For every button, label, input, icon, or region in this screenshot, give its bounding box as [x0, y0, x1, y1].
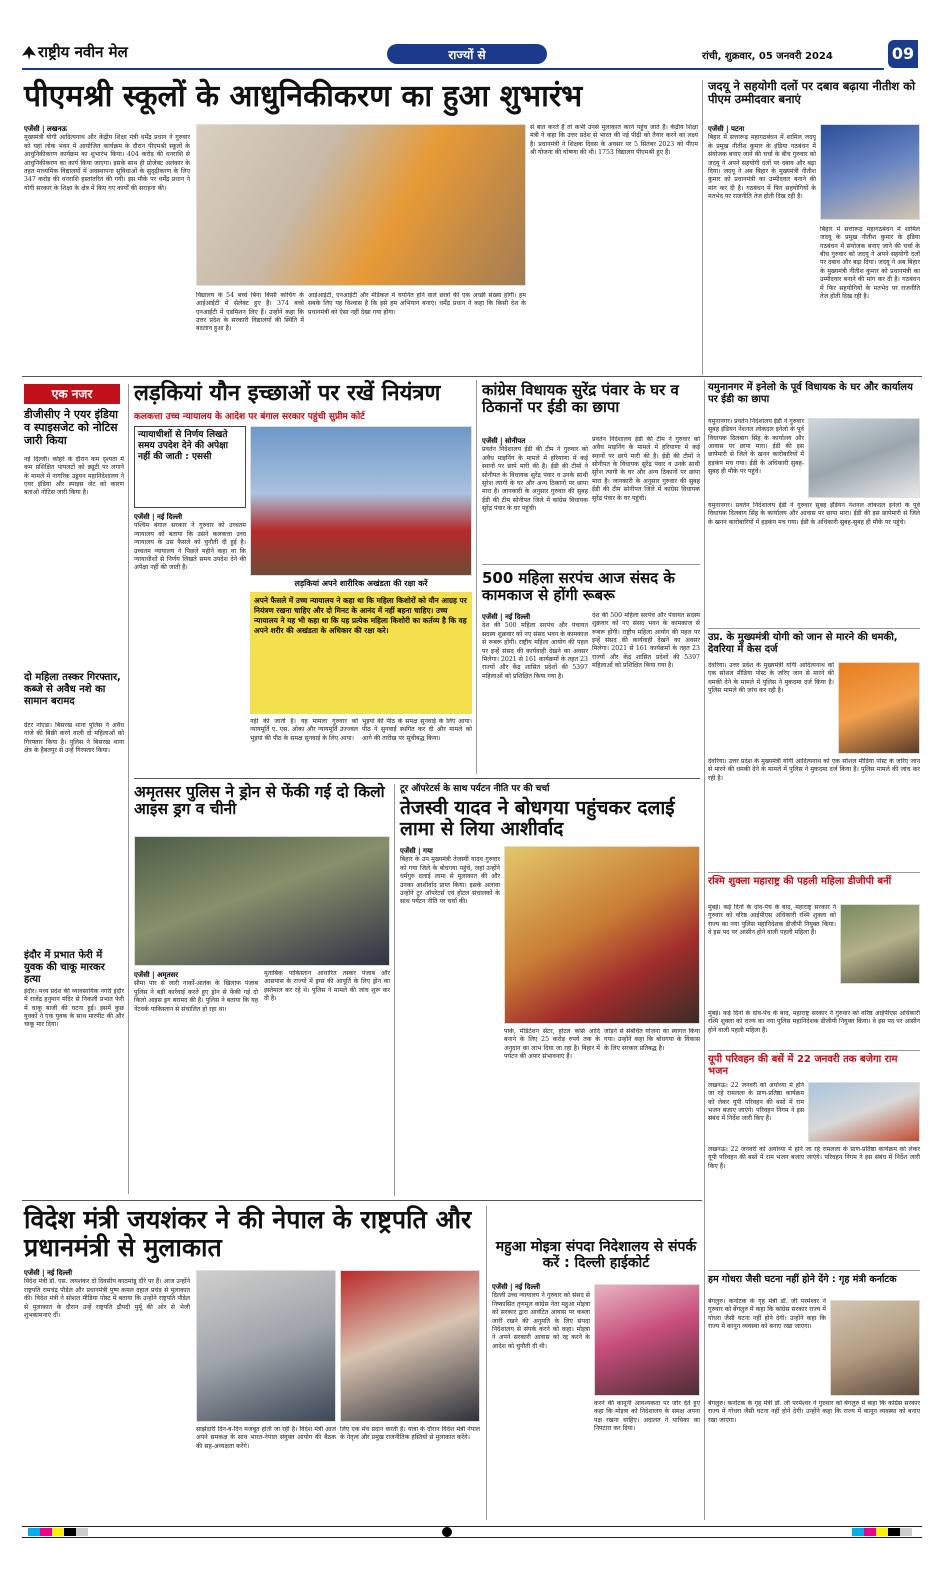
sarpanch-body [482, 612, 588, 772]
right-rule-1 [708, 628, 920, 629]
right-story1-photo [808, 418, 920, 498]
mahua-headline: महुआ मोइत्रा संपदा निदेशालय से संपर्क करें : दिल्ली हाईकोर्ट [495, 1239, 697, 1271]
jdu-body [708, 124, 816, 370]
dateline: रांची, शुक्रवार, 05 जनवरी 2024 [702, 51, 833, 62]
mahua-body-text: दिल्ली उच्च न्यायालय ने गुरुवार को संसद से निष्कासित तृणमूल कांग्रेस नेता महुआ मोइत्रा को सरकार द्वारा आवंटित आवास पर कब्जा जारी रखने की अनुमति के लिए संपदा निदेशालय से संपर्क करने को कहा। मोइत्रा ने अपने सरकारी आवास को रद्द करने के आदेश को चुनौती दी थी। [492, 1292, 590, 1350]
right-story1-body2: यमुनानगर। प्रवर्तन निदेशालय ईडी ने गुरुवार सुबह इंडियन नेशनल लोकदल इनेलो के पूर्व विधायक दिलबाग सिंह के कार्यालय और आवास पर छापा मारा। ईडी की इस छापेमारी से जिले के खनन कारोबारियों में हड़कंप मच गया। ईडी के अधिकारी सुबह-सुबह ही मौके पर पहुंचे। [708, 502, 920, 526]
jaishankar-headline: विदेश मंत्री जयशंकर ने की नेपाल के राष्ट्रपति और प्रधानमंत्री से मुलाकात [24, 1205, 472, 1262]
tejashwi-byline: एजेंसी | गया [400, 846, 433, 855]
tejashwi-divider [394, 784, 395, 1196]
paper-name: राष्ट्रीय नवीन मेल [38, 43, 128, 61]
jdu-body-col2: बिहार में सत्तारूढ़ महागठबंधन में शामिल जदयू के प्रमुख नीतीश कुमार के इंडिया गठबंधन में संयोजक बनाए जाने की चर्चा के बीच गुरुवार को जदयू ने अपने सहयोगी दलों पर दबाव और बढ़ा दिया। जदयू ने अब बिहार के मुख्यमंत्री नीतीश कुमार को प्रधानमंत्री का उम्मीदवार बनाने की मांग कर दी है। गठबंधन में फिर सहयोगियों के मतभेद पर राजनीति तेज होती दिख रही है। [820, 226, 920, 300]
sc-byline: एजेंसी | नई दिल्ली [134, 512, 183, 521]
sc-photo [250, 426, 472, 576]
amritsar-byline: एजेंसी | अमृतसर [134, 970, 179, 979]
jaishankar-photo-2 [340, 1270, 480, 1422]
registration-mark-right [852, 1528, 912, 1536]
section-badge [387, 44, 547, 64]
right-story5-body: बेंगलुरु। कर्नाटक के गृह मंत्री डॉ. जी परमेश्वर ने गुरुवार को बेंगलुरु में कहा कि कांग्रेस सरकार राज्य में गोधरा जैसी घटना नहीं होने देगी। उन्होंने कहा कि राज्य में कानून व्यवस्था को बनाए रखा जाएगा। [708, 1298, 826, 1331]
right-story1-body: यमुनानगर। प्रवर्तन निदेशालय ईडी ने गुरुवार सुबह इंडियन नेशनल लोकदल इनेलो के पूर्व विधायक दिलबाग सिंह के कार्यालय और आवास पर छापा मारा। ईडी की इस छापेमारी से जिले के खनन कारोबारियों में हड़कंप मच गया। ईडी के अधिकारी सुबह-सुबह ही मौके पर पहुंचे। [708, 418, 804, 476]
top-story-col1 [24, 124, 190, 364]
right-story3-body2: मुंबई। कई दिनों के दांव-पेंच के बाद, महाराष्ट्र सरकार ने गुरुवार को वरिष्ठ आईपीएस अधिकारी रश्मि शुक्ला को राज्य का नया पुलिस महानिदेशक डीजीपी नियुक्त किया। वे इस पद पर आसीन होने वाली पहली महिला हैं। [708, 1010, 920, 1034]
mahua-byline: एजेंसी | नई दिल्ली [492, 1282, 541, 1291]
amritsar-headline: अमृतसर पुलिस ने ड्रोन से फेंकी गई दो किलो आइस ड्रग व चीनी [134, 783, 385, 819]
right-story5-photo [830, 1300, 920, 1396]
masthead [22, 40, 922, 72]
tejashwi-body [400, 846, 500, 1196]
right-column-divider [704, 380, 705, 1520]
ek-nazar-item1-body: नई दिल्ली। कोहरे के दौरान कम दृश्यता में कम प्रशिक्षित पायलटों को ड्यूटी पर लगाने के मामले में नागरिक उड्डयन महानिदेशालय ने एयर इंडिया और स्पाइस जेट को कारण बताओ नोटिस जारी किया है। [24, 456, 124, 497]
registration-mark-center [442, 1527, 452, 1537]
tejashwi-photo [504, 846, 700, 1024]
right-rule-4 [708, 1270, 920, 1271]
ek-nazar-label: एक नजर [51, 387, 93, 401]
footer-color-strip [22, 1526, 922, 1538]
jdu-body-text: बिहार में सत्तारूढ़ महागठबंधन में शामिल जदयू के प्रमुख नीतीश कुमार के इंडिया गठबंधन में संयोजक बनाए जाने की चर्चा के बीच गुरुवार को जदयू ने अपने सहयोगी दलों पर दबाव और बढ़ा दिया। जदयू ने अब बिहार के मुख्यमंत्री नीतीश कुमार को प्रधानमंत्री का उम्मीदवार बनाने की मांग कर दी है। गठबंधन में फिर सहयोगियों के मतभेद पर राजनीति तेज होती दिख रही है। [708, 134, 816, 200]
ed-byline: एजेंसी | सोनीपत [482, 436, 526, 445]
amritsar-body-text: सीमा पार से जारी नार्को-आतंक के खिलाफ पंजाब पुलिस ने बड़ी कार्रवाई करते हुए ड्रोन से फेंकी गई दो किलो आइस ड्रग बरामद की है। पुलिस ने बताया कि यह नेटवर्क पाकिस्तान से संचालित हो रहा था। [134, 980, 258, 1013]
sc-pull-quote-box [134, 426, 246, 508]
section-label: राज्यों से [448, 48, 486, 62]
ek-nazar-item1-title: डीजीसीए ने एयर इंडिया व स्पाइसजेट को नोटिस जारी किया [24, 408, 119, 448]
sc-body2: नहीं की जाती है। यह मामला गुरुवार को न्यायमूर्ति ए. एस. ओका और न्यायमूर्ति उज्ज्वल भुइयां की पीठ के समक्ष सुनवाई के लिए आया। [250, 718, 358, 742]
ek-nazar-item3-title: इंदौर में प्रभात फेरी में युवक की चाकू मारकर हत्या [24, 950, 105, 985]
amritsar-photo [134, 836, 390, 966]
jdu-photo [820, 124, 920, 220]
ed-body-col2: प्रवर्तन निदेशालय ईडी की टीम ने गुरुवार को अवैध माइनिंग के मामले में हरियाणा में कई स्थानों पर छापे मारी की है। ईडी की टीमों ने सोनीपत के विधायक सुरेंद्र पंवार व उनके साथी सुरेश त्यागी के घर और अन्य ठिकानों पर छापा मारा है। जानकारी के अनुसार गुरुवार की सुबह ईडी की टीम सोनीपत जिले में कांग्रेस विधायक सुरेंद्र पंवार के घर पहुंची। [592, 436, 700, 502]
sarpanch-rule [482, 564, 700, 565]
sarpanch-byline: एजेंसी | नई दिल्ली [482, 612, 531, 621]
mahua-divider [486, 1206, 487, 1520]
right-story1-title: यमुनानगर में इनेलो के पूर्व विधायक के घर और कार्यालय पर ईडी का छापा [708, 382, 913, 405]
sarpanch-headline: 500 महिला सरपंच आज संसद के कामकाज से होंगी रूबरू [482, 569, 675, 604]
right-story3-body: मुंबई। कई दिनों के दांव-पेंच के बाद, महाराष्ट्र सरकार ने गुरुवार को वरिष्ठ आईपीएस अधिकारी रश्मि शुक्ला को राज्य का नया पुलिस महानिदेशक डीजीपी नियुक्त किया। वे इस पद पर आसीन होने वाली पहली महिला हैं। [708, 904, 836, 937]
right-story4-photo [808, 1082, 920, 1142]
sc-subheadline: कलकत्ता उच्च न्यायालय के आदेश पर बंगाल सरकार पहुंची सुप्रीम कोर्ट [134, 412, 365, 422]
jdu-byline: एजेंसी | पटना [708, 124, 745, 133]
sarpanch-body-text: देश की 500 महिला सरपंच और पंचायत सदस्य शुक्रवार को नए संसद भवन के कामकाज से रूबरू होंगी। राष्ट्रीय महिला आयोग की पहल पर इन्हें संसद की कार्यवाही देखने का अवसर मिलेगा। 2021 से 161 कार्यक्रमों के तहत 23 राज्यों और केंद्र शासित प्रदेशों की 5397 महिलाओं को प्रशिक्षित किया गया है। [482, 622, 588, 680]
ek-nazar-label-bar [24, 384, 120, 404]
right-rule-2 [708, 872, 920, 873]
mahua-photo [594, 1284, 700, 1396]
mahua-body [492, 1282, 590, 1520]
bottom-section-rule [22, 1200, 702, 1201]
mahua-body2: करने की कानूनी आवश्यकता पर जोर देते हुए कहा कि मोइत्रा को निदेशालय के समक्ष अपना पक्ष रखना चाहिए। अदालत ने याचिका का निपटारा कर दिया। [594, 1400, 700, 1433]
right-rule-3 [708, 1050, 920, 1051]
right-story3-photo [840, 904, 920, 984]
jaishankar-byline: एजेंसी | नई दिल्ली [24, 1268, 73, 1277]
right-story5-title: हम गोधरा जैसी घटना नहीं होने देंगे : गृह मंत्री कर्नाटक [708, 1274, 897, 1285]
top-story-byline: एजेंसी | लखनऊ [24, 124, 67, 133]
top-story-col3: आईआईटी, एनआईटी और मेडिकल में चयनित होने वाले छात्रों की एक अच्छी संख्या होगी। हम सबके लिए यह विश्वास है कि इसे हम अभियान बनाएं। धर्मेंद्र प्रधान ने कहा कि किसी देश के प्रधानमंत्री को ऐसा नहीं देखा गया होगा। [308, 292, 526, 316]
right-story4-body: लखनऊ। 22 जनवरी को अयोध्या में होने जा रहे रामलला के प्राण-प्रतिष्ठा कार्यक्रम को लेकर यूपी परिवहन की बसों में राम भजन बजाए जाएंगे। परिवहन निगम ने इस संबंध में निर्देश जारी किए हैं। [708, 1082, 804, 1123]
ek-nazar-item2-body: ग्रेटर नोएडा। बिसरख थाना पुलिस ने अवैध गांजे की बिक्री करने वाली दो महिलाओं को गिरफ्तार किया है। पुलिस ने बिसरख थाना क्षेत्र के हैबतपुर से उन्हें गिरफ्तार किया। [24, 722, 124, 755]
page-number-badge [888, 40, 918, 68]
amritsar-body [134, 970, 258, 1196]
ek-nazar-item2-title: दो महिला तस्कर गिरफ्तार, कब्जे से अवैध नशे का सामान बरामद [24, 672, 121, 707]
masthead-rule [22, 68, 884, 70]
jaishankar-body3: लिए एक मंच प्रदान करती है। यात्रा के दौरान विदेश मंत्री नेपाल के नेतृत्व और प्रमुख राजनीतिक हस्तियों से मुलाकात करेंगे। [340, 1426, 480, 1442]
sc-body3: भुइयां की पीठ के समक्ष सुनवाई के लिए आया। पीठ ने सुनवाई स्थगित कर दी और मामले को आगे की तारीख पर सूचीबद्ध किया। [362, 718, 472, 742]
sarpanch-body-col2: देश की 500 महिला सरपंच और पंचायत सदस्य शुक्रवार को नए संसद भवन के कामकाज से रूबरू होंगी। राष्ट्रीय महिला आयोग की पहल पर इन्हें संसद की कार्यवाही देखने का अवसर मिलेगा। 2021 से 161 कार्यक्रमों के तहत 23 राज्यों और केंद्र शासित प्रदेशों की 5397 महिलाओं को प्रशिक्षित किया गया है। [592, 612, 700, 670]
right-story4-title: यूपी परिवहन की बसें में 22 जनवरी तक बजेगा राम भजन [708, 1054, 898, 1077]
top-story-col4: से बात करते हैं तो कभी उनसे मुलाकात करने पहुंच जाते हैं। केंद्रीय शिक्षा मंत्री ने कहा कि उत्तर प्रदेश से भारत की नई पीढ़ी को तैयार करने का लक्ष्य है। प्रधानमंत्री ने शिक्षक दिवस के अवसर पर 5 सितंबर 2023 को पीएम श्री योजना की घोषणा की थी। 1753 विद्यालय पीएमश्री हुए हैं। [530, 124, 698, 157]
jdu-headline: जदयू ने सहयोगी दलों पर दबाव बढ़ाया नीतीश को पीएम उम्मीदवार बनाएं [708, 79, 916, 106]
top-story-photo [196, 124, 526, 286]
right-story5-body2: बेंगलुरु। कर्नाटक के गृह मंत्री डॉ. जी परमेश्वर ने गुरुवार को बेंगलुरु में कहा कि कांग्रेस सरकार राज्य में गोधरा जैसी घटना नहीं होने देगी। उन्होंने कहा कि राज्य में कानून व्यवस्था को बनाए रखा जाएगा। [708, 1400, 920, 1424]
sc-body-text: पश्चिम बंगाल सरकार ने गुरुवार को उच्चतम न्यायालय को बताया कि उसने कलकत्ता उच्च न्यायालय के उस फैसले को चुनौती दी हुई है। उच्चतम न्यायालय ने पिछले महीने कहा था कि न्यायाधीशों से निर्णय लिखते समय उपदेश देने की अपेक्षा नहीं की जाती है। [134, 522, 246, 572]
jaishankar-body [24, 1268, 190, 1520]
sc-body [134, 512, 246, 762]
tejashwi-kicker: टूर ऑपरेटर्स के साथ पर्यटन नीति पर की चर्चा [400, 784, 550, 794]
top-story-col2: विद्यालय के 54 बच्चे बिना किसी कोचिंग के आईआईटी में सेलेक्ट हुए हैं। 374 बच्चे एनआईटी में एडमिशन लिए हैं। उन्होंने कहा कि उत्तर प्रदेश के सरकारी विद्यालयों की स्थिति में बदलाव हुआ है। [196, 292, 304, 333]
top-section-rule [22, 376, 922, 377]
ek-nazar-divider [128, 384, 129, 1194]
right-story4-body2: लखनऊ। 22 जनवरी को अयोध्या में होने जा रहे रामलला के प्राण-प्रतिष्ठा कार्यक्रम को लेकर यूपी परिवहन की बसों में राम भजन बजाए जाएंगे। परिवहन निगम ने इस संबंध में निर्देश जारी किए हैं। [708, 1146, 920, 1170]
right-story2-photo [838, 662, 920, 754]
ed-body [482, 436, 588, 560]
tejashwi-body-text: बिहार के उप मुख्यमंत्री तेजस्वी यादव गुरुवार को गया जिले के बोधगया पहुंचे, जहां उन्होंने धर्मगुरु दलाई लामा से मुलाकात की और उनका आशीर्वाद प्राप्त किया। इसके अलावा उन्होंने टूर ऑपरेटर्स एवं होटल संचालकों के साथ पर्यटन नीति पर चर्चा की। [400, 856, 500, 906]
jaishankar-photo-1 [196, 1270, 336, 1422]
ed-body-text: प्रवर्तन निदेशालय ईडी की टीम ने गुरुवार को अवैध माइनिंग के मामले में हरियाणा में कई स्थानों पर छापे मारी की है। ईडी की टीमों ने सोनीपत के विधायक सुरेंद्र पंवार व उनके साथी सुरेश त्यागी के घर और अन्य ठिकानों पर छापा मारा है। जानकारी के अनुसार गुरुवार की सुबह ईडी की टीम सोनीपत जिले में कांग्रेस विधायक सुरेंद्र पंवार के घर पहुंची। [482, 446, 588, 512]
top-story-headline: पीएमश्री स्कूलों के आधुनिकीकरण का हुआ शुभारंभ [24, 79, 583, 114]
tejashwi-headline: तेजस्वी यादव ने बोधगया पहुंचकर दलाई लामा से लिया आशीर्वाद [400, 797, 675, 841]
sc-highlight-text: अपने फैसले में उच्च न्यायालय ने कहा था कि महिला किशोरों को यौन आग्रह पर नियंत्रण रखना चाहिए और दो मिनट के आनंद में नहीं बहना चाहिए। उच्च न्यायालय ने यह भी कहा था कि यह प्रत्येक महिला किशोरी का कर्तव्य है कि वह अपने शरीर की अखंडता के अधिकार की रक्षा करे। [254, 596, 467, 635]
jaishankar-body2: साझेदारी दिन-ब-दिन मजबूत होती जा रही है। विदेश मंत्री आज अपने समकक्ष के साथ भारत-नेपाल संयुक्त आयोग की बैठक की सह-अध्यक्षता करेंगे। [196, 1426, 336, 1450]
registration-mark-left [28, 1528, 88, 1536]
tejashwi-body3: जोड़ने से संबंधित योजना का स्वागत किया गया। उन्होंने कहा कि बोधगया के विकास के लिए सरकार प्रतिबद्ध है। [604, 1028, 700, 1052]
tejashwi-body2: पार्क, मेडिटेशन सेंटर, होटल कोर्स आदि बनाने के लिए 25 करोड़ रुपये तक के अनुदान का लाभ दिया जा रहा है। बिहार में पर्यटन की अपार संभावनाएं हैं। [504, 1028, 600, 1061]
sc-highlight-box [250, 592, 472, 714]
jaishankar-body-text: विदेश मंत्री डॉ. एस. जयशंकर दो दिवसीय काठमांडू दौरे पर हैं। आज उन्होंने राष्ट्रपति रामचंद्र पौडेल और प्रधानमंत्री पुष्प कमल दहाल प्रचंड से मुलाकात की। विदेश मंत्री ने सोशल मीडिया पोस्ट में बताया कि उन्होंने राष्ट्रपति पौडेल से मुलाकात के दौरान उन्हें राष्ट्रपति द्रौपदी मुर्मू की ओर से भेजी शुभकामनाएं दीं। [24, 1278, 190, 1319]
sc-pull-quote: न्यायाधीशों से निर्णय लिखते समय उपदेश देने की अपेक्षा नहीं की जाती : एससी [138, 430, 228, 462]
page-number: 09 [891, 44, 915, 63]
right-story2-title: उप्र. के मुख्यमंत्री योगी को जान से मारने की धमकी, देवरिया में केस दर्ज [708, 632, 898, 655]
paper-logo-icon [22, 46, 36, 60]
top-right-divider [702, 80, 703, 375]
amritsar-body2: मुताबिक पाकिस्तान आधारित तस्कर पंजाब और आसपास के राज्यों में ड्रग्स की आपूर्ति के लिए ड्रोन का इस्तेमाल कर रहे थे। पुलिस ने मामले की जांच शुरू कर दी है। [264, 970, 390, 1003]
sc-photo-caption: लड़कियां अपने शारीरिक अखंडता की रक्षा करें [294, 579, 428, 588]
sc-headline: लड़कियां यौन इच्छाओं पर रखें नियंत्रण [134, 381, 441, 406]
middle-divider [476, 380, 477, 774]
mid-section-rule [134, 778, 700, 779]
ed-headline: कांग्रेस विधायक सुरेंद्र पंवार के घर व ठिकानों पर ईडी का छापा [482, 381, 679, 416]
top-story-body1: मुख्यमंत्री योगी आदित्यनाथ और केंद्रीय शिक्षा मंत्री धर्मेंद्र प्रधान ने गुरुवार को यहां लोक भवन में आयोजित कार्यक्रम के दौरान पीएमश्री स्कूलों के आधुनिकीकरण कार्यक्रम का शुभारंभ किया। 404 करोड़ की धनराशि से आधुनिकीकरण का कार्य किया जाएगा। इसके साथ ही प्रोजेक्ट अलंकार के तहत माध्यमिक विद्यालयों में अवस्थापना सुविधाओं के सुदृढ़ीकरण के लिए 347 करोड़ की धनराशि हस्तांतरित की गयी। इस मौके पर धर्मेंद्र प्रधान ने योगी सरकार के शिक्षा के क्षेत्र में किए गए कार्यों की सराहना की। [24, 134, 190, 192]
right-story2-body: देवरिया। उत्तर प्रदेश के मुख्यमंत्री योगी आदित्यनाथ को एक सोशल मीडिया पोस्ट के जरिए जान से मारने की धमकी देने के मामले में पुलिस ने मुकदमा दर्ज किया है। पुलिस मामले की जांच कर रही है। [708, 662, 834, 695]
right-story2-body2: देवरिया। उत्तर प्रदेश के मुख्यमंत्री योगी आदित्यनाथ को एक सोशल मीडिया पोस्ट के जरिए जान से मारने की धमकी देने के मामले में पुलिस ने मुकदमा दर्ज किया है। पुलिस मामले की जांच कर रही है। [708, 758, 920, 782]
ek-nazar-item3-body: इंदौर। मध्य प्रदेश की व्यावसायिक नगरी इंदौर में राजेंद्र हनुमान मंदिर से निकली प्रभात फेरी में चाकू बाजी की घटना हुई। इसमें कुछ युवकों ने एक युवक के साथ मारपीट की और चाकू मार दिया। [24, 988, 124, 1029]
right-story3-title: रश्मि शुक्ला महाराष्ट्र की पहली महिला डीजीपी बनीं [708, 876, 892, 887]
